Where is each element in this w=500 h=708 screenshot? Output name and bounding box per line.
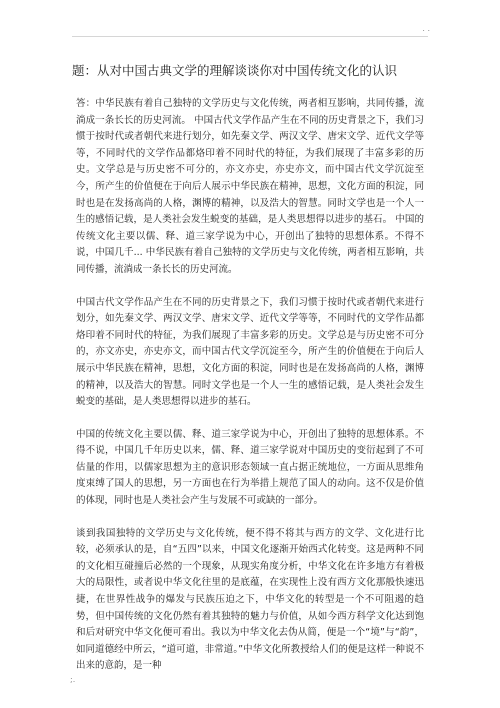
footer-mark: ;. — [70, 675, 76, 684]
paragraph-4: 谈到我国独特的文学历史与文化传统，便不得不将其与西方的文学、文化进行比较，必须承认的是，自“五四”以来，中国文化逐渐开始西式化转变。这是两种不同的文化相互碰撞后必然的一个现象，从现实角度分析，中华文化在许多地方有着极大的局限性，或者说中华文化往里的是底蕴，在实现性上没有西方文化那般快速迅捷，在世界性战争的爆发与民族压迫之下，中华文化的转型是一个不可阻遏的趋势，但中国传统的文化仍然有着其独特的魅力与价值，从如今西方科学文化达到饱和后对研究中华文化便可看出。我以为中华文化去伪从简，便是一个“境”与“韵”，如同道德经中所云，“道可道，非常道。”中华文化所教授给人们的便是这样一种说不出来的意韵，是一种 — [76, 527, 424, 672]
header-mark: . . — [422, 24, 430, 33]
paragraph-1: 答：中华民族有着自己独特的文学历史与文化传统，两者相互影响，共同传播，流淌成一条长长的历史河流。 中国古代文学作品产生在不同的历史背景之下，我们习惯于按时代或者朝代来进行划分，如先秦文学、两汉文学、唐宋文学、近代文学等等，不同时代的文学作品都烙印着不同时代的特征，为我们展现了丰富多彩的历史。文学总是与历史密不可分的，亦文亦史，亦史亦文，而中国古代文学沉淀至今，所产生的价值便在于向后人展示中华民族在精神，思想，文化方面的积淀，同时也是在发扬高尚的人格，渊博的精神，以及浩大的智慧。同时文学也是一个人一生的感悟记载，是人类社会发生蜕变的基础，是人类思想得以进步的基石。 中国的传统文化主要以儒、释、道三家学说为中心，开创出了独特的思想体系。不得不说，中国几千... 中华民族有着自己独特的文学历史与文化传统，两者相互影响，共同传播，流淌成一条长长的历史河流。 — [76, 98, 424, 275]
document-body — [76, 96, 424, 691]
paragraph-2: 中国古代文学作品产生在不同的历史背景之下，我们习惯于按时代或者朝代来进行划分，如先秦文学、两汉文学、唐宋文学、近代文学等等，不同时代的文学作品都烙印着不同时代的特征，为我们展现了丰富多彩的历史。文学总是与历史密不可分的，亦文亦史，亦史亦文，而中国古代文学沉淀至今，所产生的价值便在于向后人展示中华民族在精神，思想，文化方面的积淀，同时也是在发扬高尚的人格，渊博的精神，以及浩大的智慧。同时文学也是一个人一生的感悟记载，是人类社会发生蜕变的基础，是人类思想得以进步的基石。 — [76, 296, 424, 408]
header-divider — [72, 36, 428, 37]
paragraph-3: 中国的传统文化主要以儒、释、道三家学说为中心，开创出了独特的思想体系。不得不说，中国几千年历史以来，儒、释、道三家学说对中国历史的变衍起到了不可估量的作用，以儒家思想为主的意识形态领域一直占据正统地位，一方面从思维角度束缚了国人的思想，另一方面也在行为举措上规范了国人的动向。这不仅是价值的体现，同时也是人类社会产生与发展不可或缺的一部分。 — [76, 428, 424, 507]
document-title: 题：从对中国古典文学的理解谈谈你对中国传统文化的认识 — [72, 63, 398, 78]
